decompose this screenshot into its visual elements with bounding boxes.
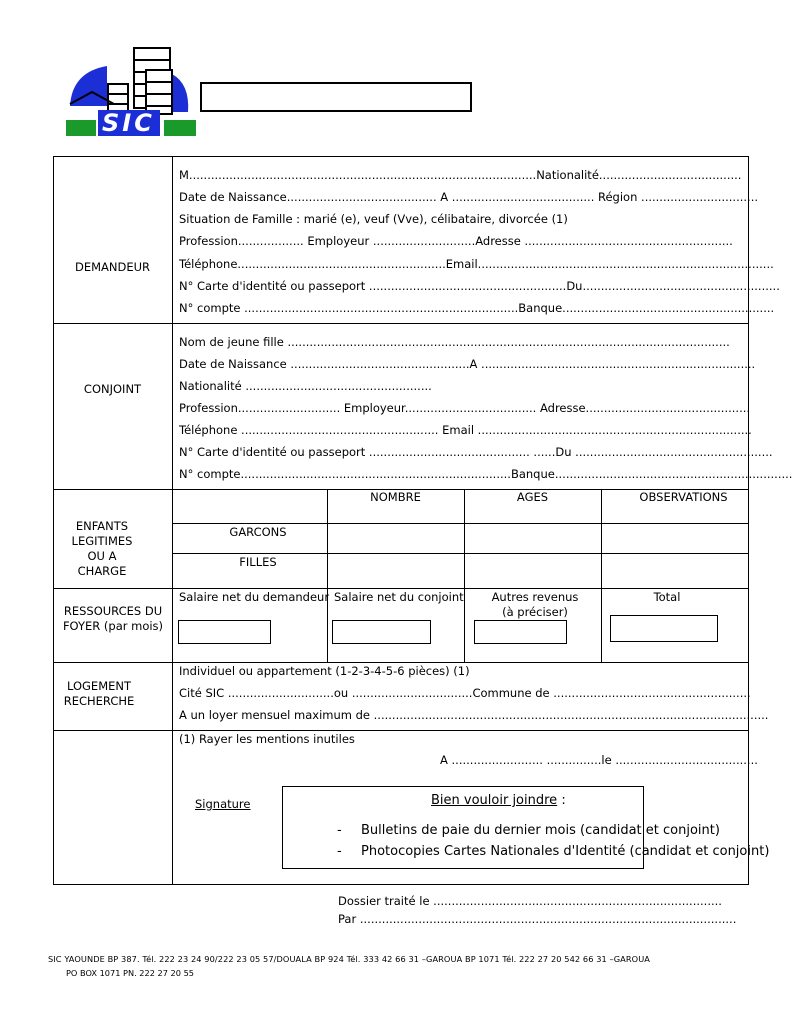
autres-revenus-input[interactable] <box>474 620 567 644</box>
col-nombre: NOMBRE <box>370 490 421 504</box>
logement-line: Individuel ou appartement (1-2-3-4-5-6 pièces) (1) <box>179 664 470 678</box>
label-autres-revenus: Autres revenus (à préciser) <box>491 590 579 619</box>
section-divider <box>53 662 749 663</box>
a-le-line[interactable]: A ......................... ...............le ....................................... <box>440 753 758 767</box>
conjoint-line[interactable]: Nom de jeune fille ......................................................................................................................... <box>179 335 730 349</box>
conjoint-line[interactable]: N° Carte d'identité ou passeport ............................................ ......Du ...................................................... <box>179 445 773 459</box>
section-label-ressources: RESSOURCES DU FOYER (par mois) <box>62 604 164 633</box>
joindre-item: Photocopies Cartes Nationales d'Identité (candidat et conjoint) <box>361 844 770 859</box>
label-salaire-demandeur: Salaire net du demandeur <box>179 590 330 604</box>
signature-label: Signature <box>195 797 251 811</box>
salaire-conjoint-input[interactable] <box>332 620 431 644</box>
conjoint-line[interactable]: Profession............................ Employeur.................................... Adresse............................................. <box>179 401 751 415</box>
garcons-ages-cell[interactable] <box>465 524 600 552</box>
demandeur-line[interactable]: Date de Naissance......................................... A ....................................... Région ................................ <box>179 190 759 204</box>
demandeur-line[interactable]: N° compte ...........................................................................Banque.......................................................... <box>179 301 775 315</box>
joindre-colon: : <box>561 793 566 808</box>
filles-nombre-cell[interactable] <box>328 554 463 587</box>
section-label-logement: LOGEMENT RECHERCHE <box>63 679 135 708</box>
section-divider <box>53 323 749 324</box>
filles-observations-cell[interactable] <box>602 554 748 587</box>
row-garcons: GARCONS <box>229 525 287 539</box>
left-column-divider <box>172 156 173 884</box>
demandeur-line[interactable]: Profession.................. Employeur ............................Adresse ......................................................... <box>179 234 733 248</box>
joindre-item: Bulletins de paie du dernier mois (candidat et conjoint) <box>361 823 720 838</box>
garcons-nombre-cell[interactable] <box>328 524 463 552</box>
row-filles: FILLES <box>239 555 277 569</box>
header-title-box[interactable] <box>200 82 472 112</box>
rayer-note: (1) Rayer les mentions inutiles <box>179 732 355 746</box>
conjoint-line[interactable]: Téléphone ...................................................... Email ........................................................................... <box>179 423 752 437</box>
section-divider <box>53 588 749 589</box>
salaire-demandeur-input[interactable] <box>178 620 271 644</box>
garcons-observations-cell[interactable] <box>602 524 748 552</box>
logement-line[interactable]: Cité SIC .............................ou .................................Commune de ...................................................... <box>179 686 751 700</box>
section-label-conjoint: CONJOINT <box>83 382 142 396</box>
logement-line[interactable]: A un loyer mensuel maximum de ............................................................................................................ <box>179 708 769 722</box>
label-total: Total <box>653 590 681 604</box>
dossier-par-line[interactable]: Par ....................................................................................................... <box>338 912 737 926</box>
col-observations: OBSERVATIONS <box>639 490 728 504</box>
conjoint-line[interactable]: Date de Naissance .................................................A ........................................................................... <box>179 357 756 371</box>
dash-bullet: - <box>337 844 342 859</box>
joindre-title: Bien vouloir joindre <box>431 793 558 808</box>
logo-text: SIC <box>102 109 155 137</box>
demandeur-line: Situation de Famille : marié (e), veuf (Vve), célibataire, divorcée (1) <box>179 212 568 226</box>
conjoint-line[interactable]: N° compte..........................................................................Banque................................................................. <box>179 467 792 481</box>
label-salaire-conjoint: Salaire net du conjoint <box>334 590 464 604</box>
address-footer-line: PO BOX 1071 PN. 222 27 20 55 <box>66 968 194 978</box>
building-logo-icon <box>62 44 202 140</box>
section-divider <box>53 730 749 731</box>
total-input[interactable] <box>610 615 718 642</box>
joindre-box <box>282 786 770 869</box>
section-label-enfants: ENFANTS LEGITIMES OU A CHARGE <box>71 519 133 578</box>
dash-bullet: - <box>337 823 342 838</box>
demandeur-line[interactable]: M...............................................................................................Nationalité....................................... <box>179 168 742 182</box>
conjoint-line[interactable]: Nationalité ................................................... <box>179 379 432 393</box>
dossier-traite-line[interactable]: Dossier traité le ............................................................................... <box>338 894 722 908</box>
filles-ages-cell[interactable] <box>465 554 600 587</box>
address-footer-line: SIC YAOUNDE BP 387. Tél. 222 23 24 90/222 23 05 57/DOUALA BP 924 Tél. 333 42 66 31 –GAROUA BP 1071 Tél. 222 27 20 542 66 31 –GAROUA <box>48 954 651 964</box>
demandeur-line[interactable]: N° Carte d'identité ou passeport ......................................................Du...................................................... <box>179 279 780 293</box>
demandeur-line[interactable]: Téléphone.........................................................Email................................................................................. <box>179 257 774 271</box>
col-ages: AGES <box>516 490 549 504</box>
section-label-demandeur: DEMANDEUR <box>74 260 151 274</box>
